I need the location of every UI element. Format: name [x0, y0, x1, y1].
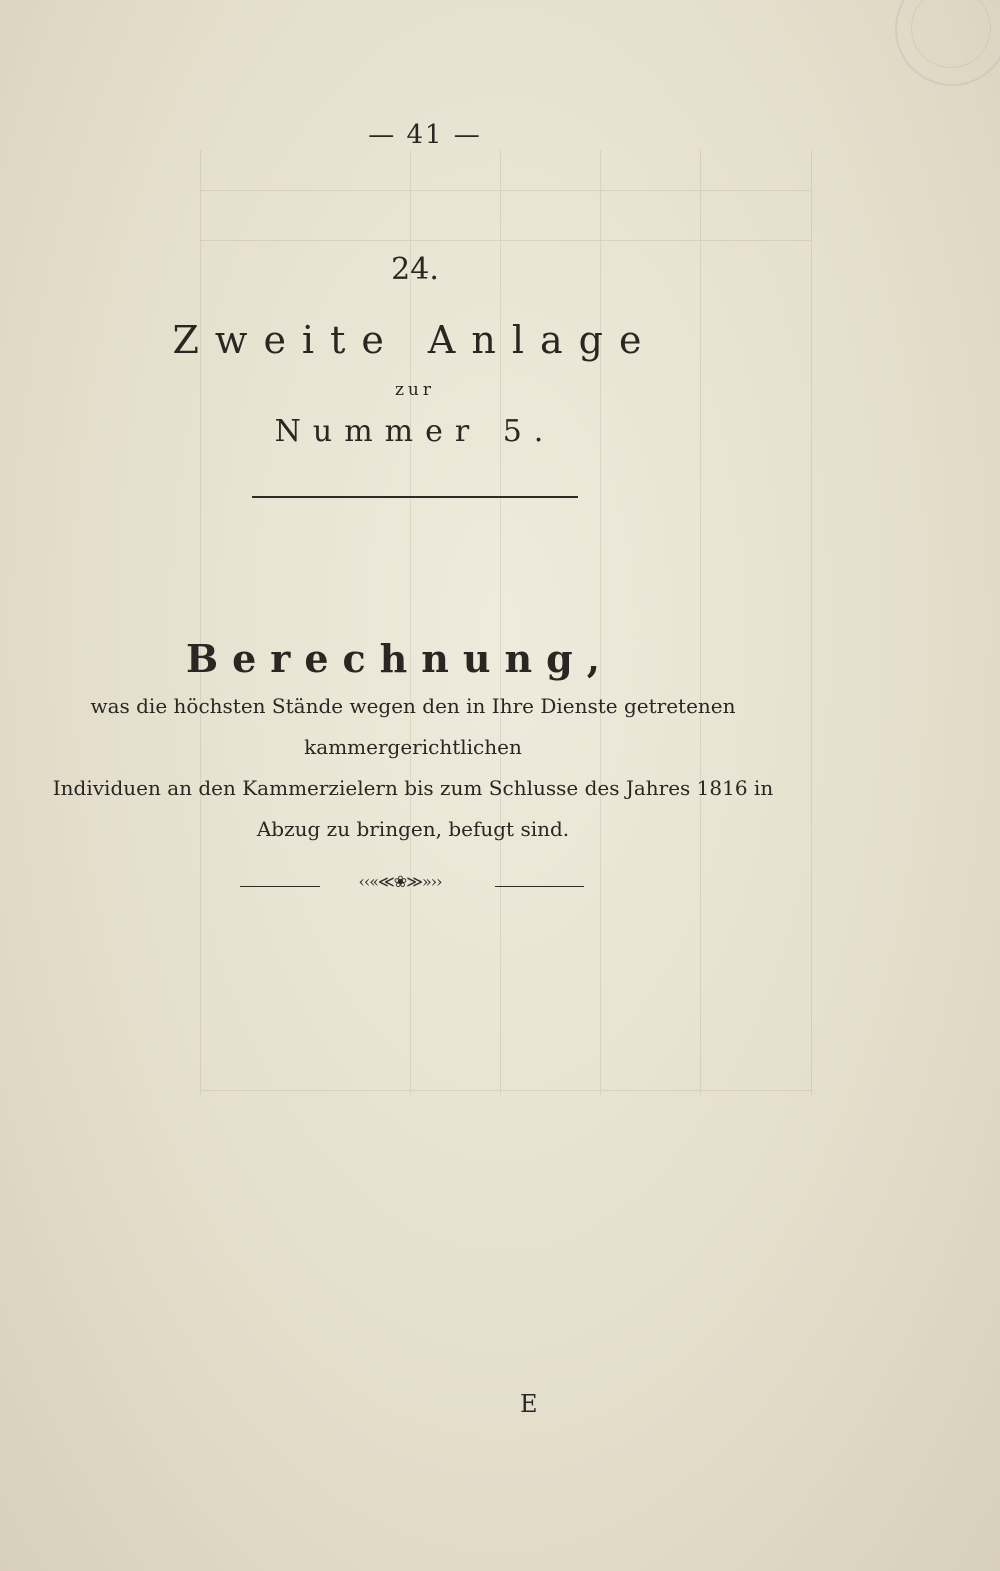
body-paragraph [18, 686, 808, 850]
bleed-through-table [200, 150, 812, 1095]
document-number: 24. [391, 252, 439, 287]
signature-mark: E [520, 1390, 538, 1418]
document-subtitle: Nummer 5. [274, 414, 556, 449]
section-heading: Berechnung, [186, 636, 614, 681]
body-line: Individuen an den Kammerzielern bis zum Schlusse des Jahres 1816 in [52, 776, 774, 800]
ornamental-divider: ‹‹«≪❀≫»›› [240, 878, 584, 896]
body-line: Abzug zu bringen, befugt sind. [256, 817, 570, 841]
page-number: — 41 — [368, 120, 482, 150]
title-divider [252, 496, 578, 498]
body-line: was die höchsten Stände wegen den in Ihre Dienste getretenen kammergerichtlichen [90, 694, 736, 759]
title-connector: zur [394, 380, 436, 400]
document-title: Zweite Anlage [172, 318, 658, 362]
